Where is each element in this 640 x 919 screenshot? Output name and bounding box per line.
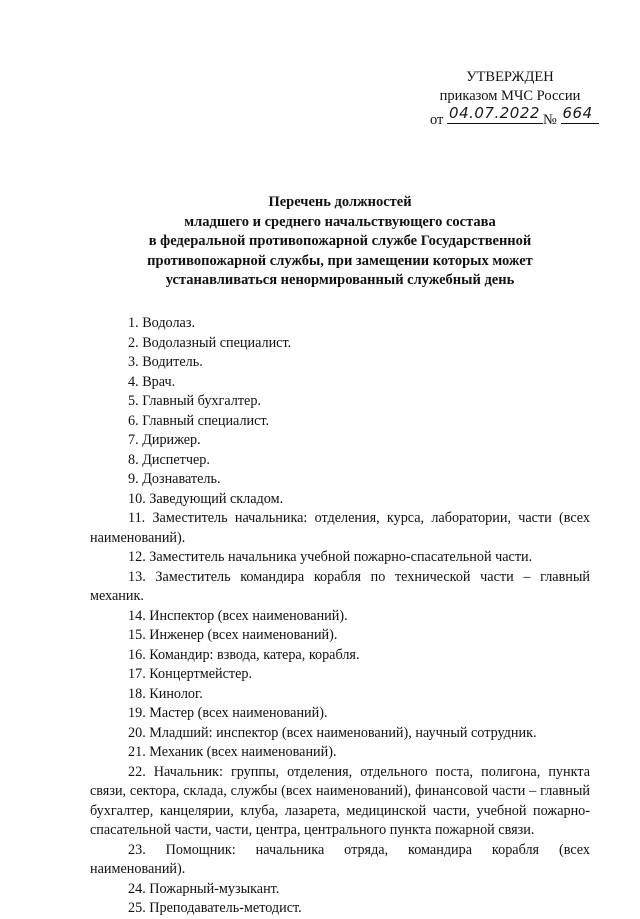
title-line: Перечень должностей: [268, 194, 412, 210]
handwritten-date: 04.07.2022: [449, 104, 540, 122]
document-title: [100, 193, 580, 291]
list-item: 19. Мастер (всех наименований).: [128, 705, 328, 721]
list-item: 16. Командир: взвода, катера, корабля.: [128, 646, 360, 663]
list-item: 2. Водолазный специалист.: [128, 334, 292, 351]
approval-date-line: [430, 106, 600, 130]
title-line: младшего и среднего начальствующего состава: [184, 213, 496, 230]
list-item: 1. Водолаз.: [128, 315, 195, 331]
list-item: 12. Заместитель начальника учебной пожарно-спасательной части.: [128, 549, 533, 565]
positions-list: [90, 314, 590, 919]
title-line: устанавливаться ненормированный служебный день: [165, 272, 515, 288]
list-item: 13. Заместитель командира корабля по технической части – главный механик.: [90, 568, 590, 604]
list-item: 14. Инспектор (всех наименований).: [128, 607, 348, 624]
from-label: от: [430, 112, 444, 128]
list-item: 6. Главный специалист.: [128, 412, 270, 429]
approval-order: приказом МЧС России: [439, 88, 581, 104]
handwritten-number: 664: [562, 104, 593, 122]
date-field: [447, 106, 543, 124]
number-label: №: [543, 112, 557, 128]
list-item: 20. Младший: инспектор (всех наименований), научный сотрудник.: [128, 724, 537, 741]
number-field: [561, 106, 599, 124]
title-line: противопожарной службы, при замещении которых может: [147, 252, 533, 269]
list-item: 25. Преподаватель-методист.: [128, 900, 302, 916]
list-item: 24. Пожарный-музыкант.: [128, 880, 280, 897]
list-item: 5. Главный бухгалтер.: [128, 393, 261, 409]
list-item: 11. Заместитель начальника: отделения, курса, лаборатории, части (всех наименований).: [90, 510, 590, 546]
list-item: 21. Механик (всех наименований).: [128, 744, 337, 760]
list-item: 23. Помощник: начальника отряда, командира корабля (всех наименований).: [90, 841, 590, 877]
list-item: 8. Диспетчер.: [128, 451, 210, 468]
list-item: 17. Концертмейстер.: [128, 666, 253, 682]
approval-block: [420, 68, 600, 130]
list-item: 10. Заведующий складом.: [128, 490, 284, 507]
approval-heading: УТВЕРЖДЕН: [466, 69, 554, 85]
list-item: 22. Начальник: группы, отделения, отдельного поста, полигона, пункта связи, сектора, склада, службы (всех наименований), финансовой части – главный бухгалтер, канцелярии, клуба, лазарета, медицинской части, учебной пожарно-спасательной части, части, центра, центрального пункта пожарной связи.: [90, 763, 590, 838]
list-item: 9. Дознаватель.: [128, 471, 221, 487]
list-item: 3. Водитель.: [128, 354, 203, 370]
list-item: 7. Дирижер.: [128, 432, 201, 448]
title-line: в федеральной противопожарной службе Государственной: [148, 233, 532, 249]
list-item: 15. Инженер (всех наименований).: [128, 627, 338, 643]
list-item: 4. Врач.: [128, 373, 176, 390]
list-item: 18. Кинолог.: [128, 685, 203, 702]
